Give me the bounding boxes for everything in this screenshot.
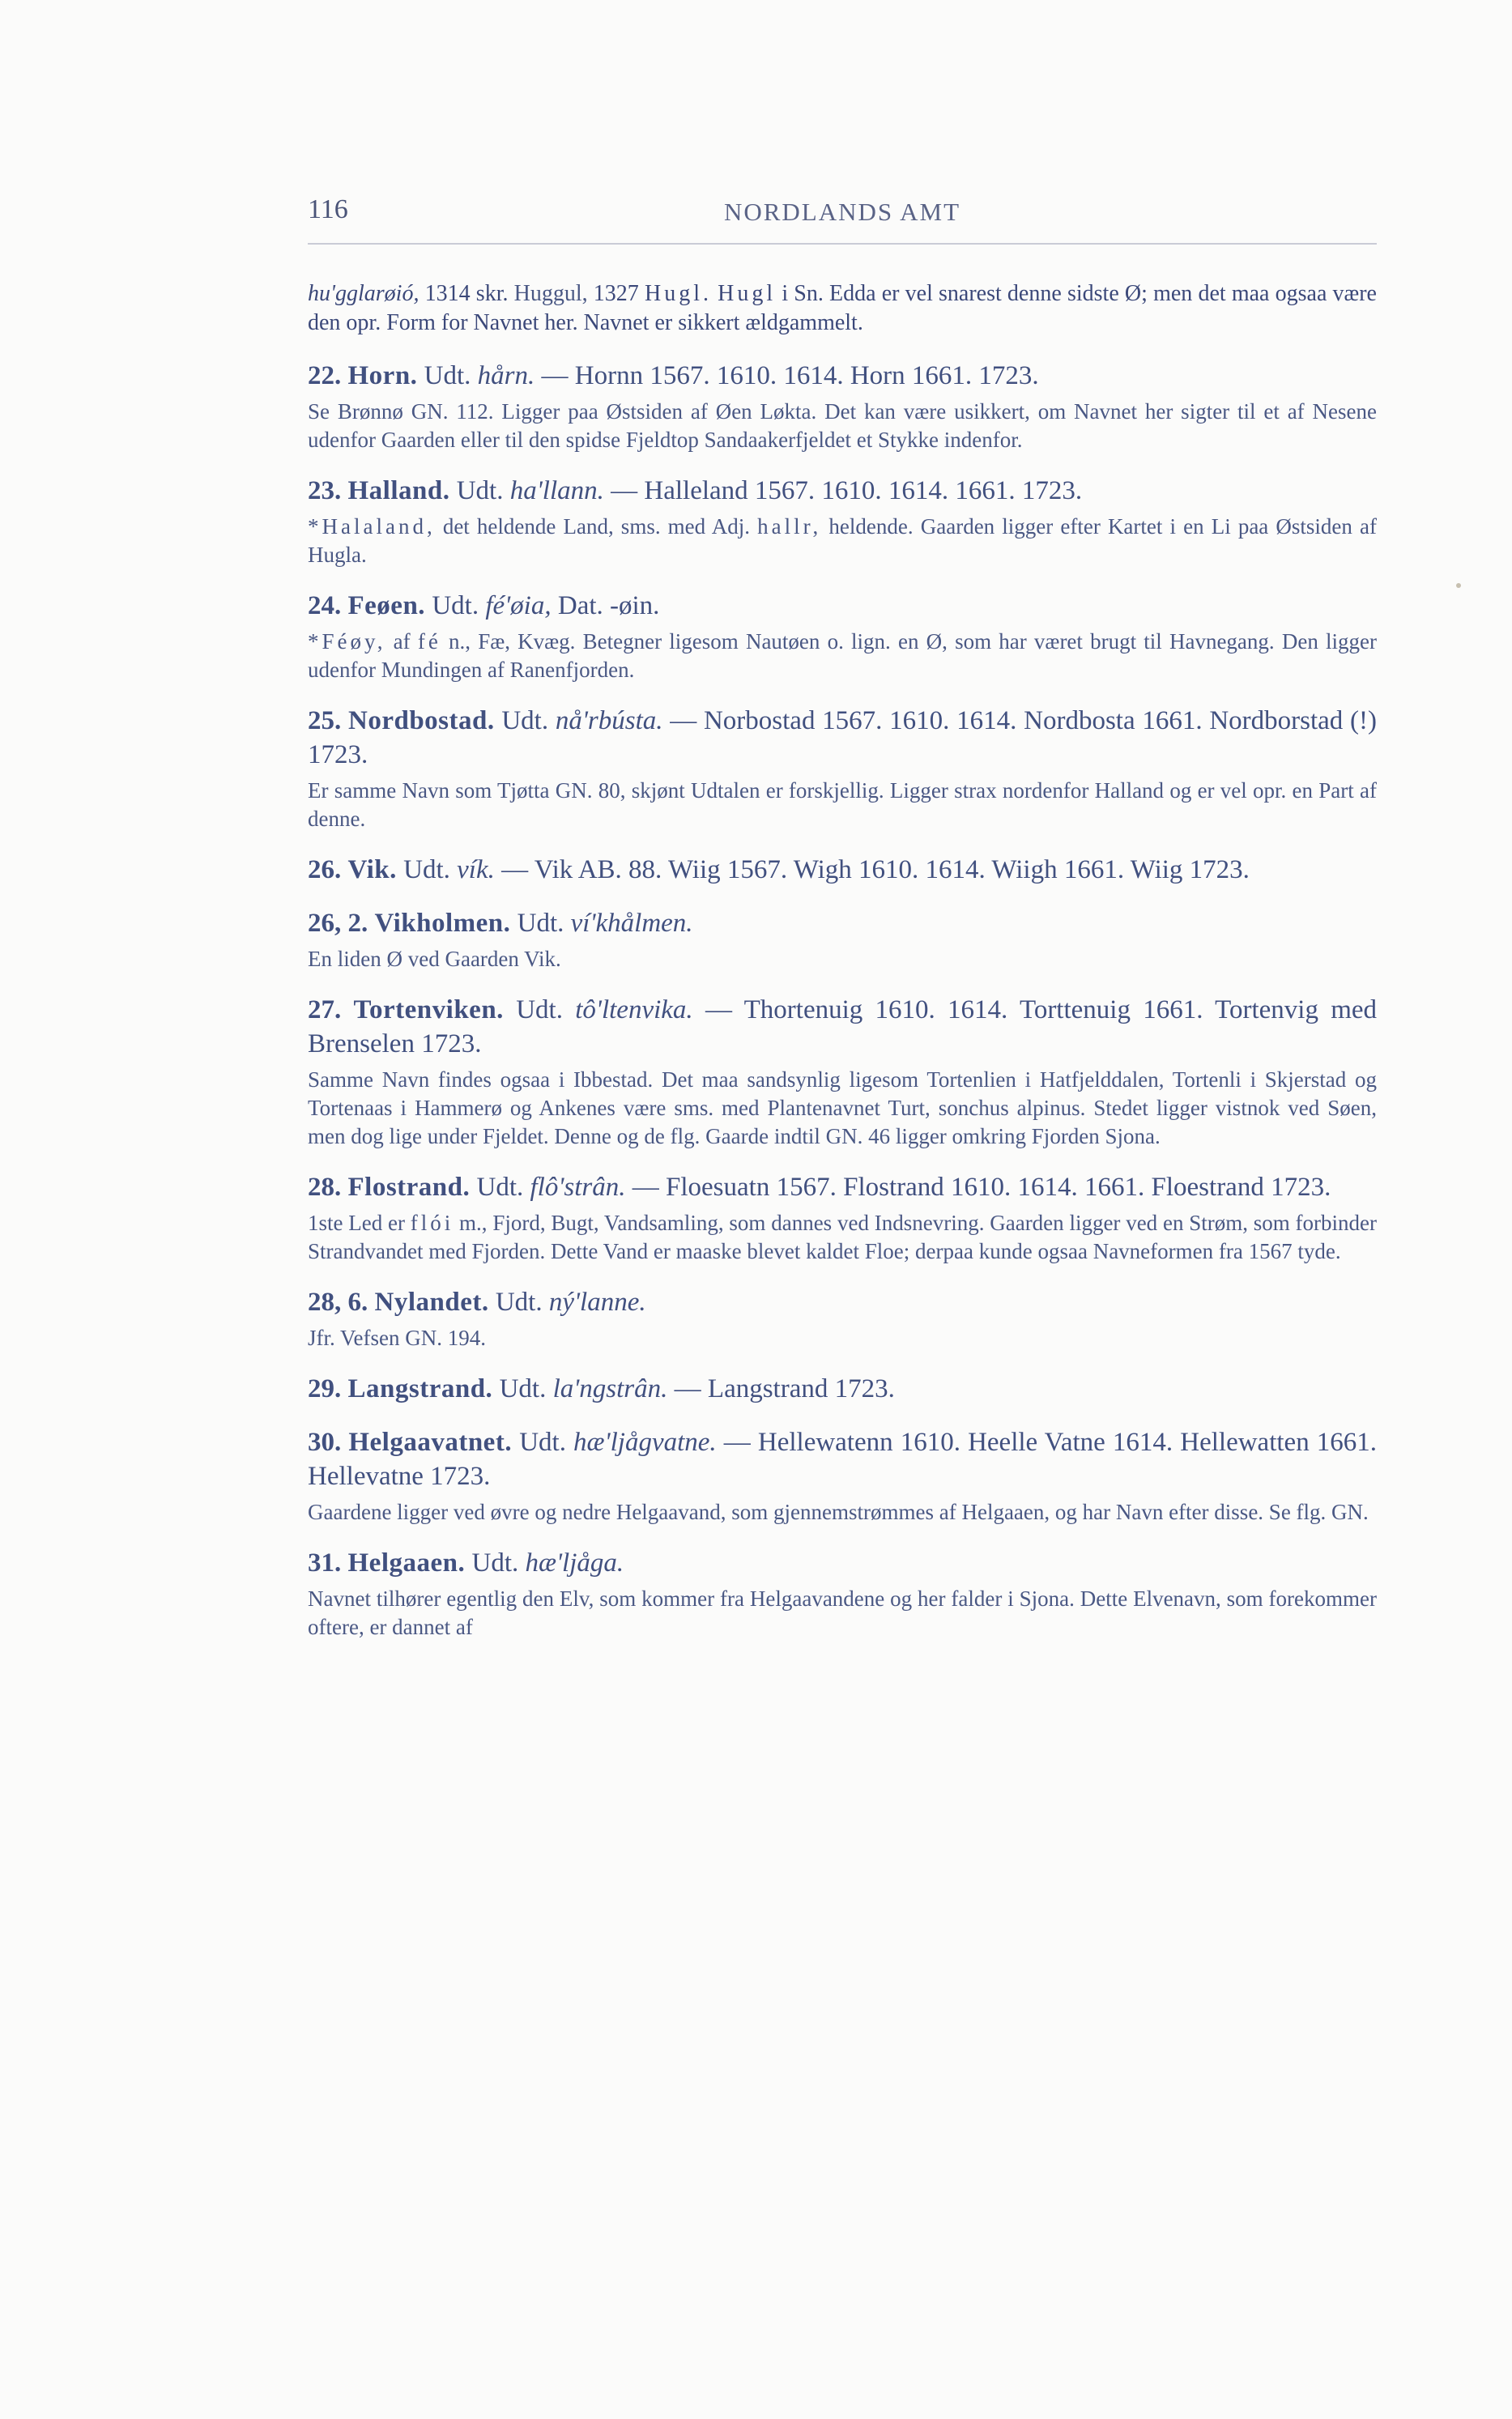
entry-pronunciation: tô'ltenvika. [575, 995, 693, 1024]
entry-heading [308, 589, 1377, 623]
entry-pronunciation: hæ'ljågvatne. [573, 1428, 717, 1457]
etymon: *Féøy, [308, 629, 386, 654]
entry-name: Helgaavatnet. [348, 1428, 513, 1457]
page-header [308, 194, 1377, 243]
entry-langstrand [308, 1372, 1377, 1406]
entry-name: Langstrand. [347, 1374, 493, 1403]
entry-heading [308, 1425, 1377, 1493]
entry-name: Tortenviken. [353, 995, 504, 1024]
entry-udt: Udt. [519, 1428, 566, 1457]
entry-text: 1ste Led er [308, 1211, 411, 1235]
entry-name: Halland. [347, 476, 450, 505]
entry-udt: Udt. [432, 591, 479, 620]
entry-forms: — Floesuatn 1567. Flostrand 1610. 1614. 1661. Floestrand 1723. [632, 1173, 1331, 1202]
entry-heading [308, 474, 1377, 508]
entry-pronunciation: ný'lanne. [548, 1288, 646, 1317]
entry-udt: Udt. [471, 1548, 519, 1578]
entry-description [308, 513, 1377, 569]
entry-heading [308, 1372, 1377, 1406]
entry-number: 30. [308, 1428, 342, 1457]
entry-feoen [308, 589, 1377, 684]
entry-udt: Udt. [495, 1288, 543, 1317]
entry-udt: Udt. [501, 706, 549, 735]
running-title: NORDLANDS AMT [723, 198, 961, 226]
entry-description: Gaardene ligger ved øvre og nedre Helgaavand, som gjennemstrømmes af Helgaaen, og har Navn efter disse. Se flg. GN. [308, 1500, 1369, 1524]
entry-udt: Udt. [517, 909, 564, 938]
entry-pronunciation: flô'strân. [530, 1173, 626, 1202]
entry-horn [308, 359, 1377, 454]
entry-description: Se Brønnø GN. 112. Ligger paa Østsiden af Øen Løkta. Det kan være usikkert, om Navnet her sigter til et af Nesene udenfor Gaarden eller til den spidse Fjeldtop Sandaakerfjeldet et Stykke indenfor. [308, 399, 1377, 452]
etymon: fé [417, 629, 441, 654]
entry-udt: Udt. [499, 1374, 547, 1403]
entry-flostrand [308, 1170, 1377, 1266]
entry-heading [308, 1285, 1377, 1319]
entry-text: af [385, 629, 418, 654]
entry-forms: — Norbostad 1567. 1610. 1614. Nordbosta 1661. Nordborstad (!) 1723. [308, 706, 1377, 769]
entry-pronunciation: hårn. [477, 361, 535, 390]
entry-tortenviken [308, 993, 1377, 1151]
entry-text: m., Fjord, Bugt, Vandsamling, som dannes ved Indsnevring. Gaarden ligger ved en Strøm, som forbinder Strandvandet med Fjorden. Dette Vand er maaske blevet kaldet Floe; derpaa kunde ogsaa Navneformen fra 1567 tyde. [308, 1211, 1377, 1263]
etymon: *Halaland, [308, 514, 436, 539]
entry-forms: — Thortenuig 1610. 1614. Torttenuig 1661. Tortenvig med Brenselen 1723. [308, 995, 1378, 1058]
entry-pronunciation: la'ngstrân. [552, 1374, 668, 1403]
entry-name: Vik. [347, 855, 397, 884]
intro-text: i Sn. Edda er vel snarest denne sidste Ø; men det maa ogsaa være den opr. Form for Navnet her. Navnet er sikkert ældgammelt. [308, 281, 1377, 335]
entry-forms: — Hornn 1567. 1610. 1614. Horn 1661. 1723. [541, 361, 1039, 390]
entry-pronunciation: vík. [457, 855, 495, 884]
entry-forms: — Vik AB. 88. Wiig 1567. Wigh 1610. 1614. Wiigh 1661. Wiig 1723. [501, 855, 1250, 884]
entry-helgaavatnet [308, 1425, 1377, 1527]
entry-number: 28. [308, 1173, 342, 1202]
entry-forms: — Langstrand 1723. [674, 1374, 895, 1403]
entry-heading [308, 1170, 1377, 1204]
entry-name: Nordbostad. [347, 706, 495, 735]
entry-text: n., Fæ, Kvæg. Betegner ligesom Nautøen o. lign. en Ø, som har været brugt til Havnegang. Den ligger udenfor Mundingen af Ranenfjorden. [308, 629, 1378, 682]
entry-number: 29. [308, 1374, 342, 1403]
entry-heading [308, 704, 1377, 772]
entry-udt: Udt. [403, 855, 450, 884]
entry-name: Feøen. [347, 591, 426, 620]
entry-heading [308, 993, 1377, 1061]
intro-text: 1327 [587, 281, 645, 306]
entry-number: 28, 6. [308, 1288, 368, 1317]
entry-pronunciation: nå'rbústa. [555, 706, 663, 735]
entry-forms: — Hellewatenn 1610. Heelle Vatne 1614. Hellewatten 1661. Hellevatne 1723. [308, 1428, 1378, 1491]
entry-udt: Udt. [456, 476, 504, 505]
entry-description: Er samme Navn som Tjøtta GN. 80, skjønt Udtalen er forskjellig. Ligger strax nordenfor Halland og er vel opr. en Part af denne. [308, 778, 1377, 831]
entry-number: 23. [308, 476, 342, 505]
entry-description [308, 628, 1377, 684]
entry-nylandet [308, 1285, 1377, 1352]
entry-nordbostad [308, 704, 1377, 833]
intro-spaced-form: Hugl. [644, 281, 712, 306]
entry-description [308, 1209, 1377, 1266]
entry-udt: Udt. [516, 995, 563, 1024]
entry-number: 22. [308, 361, 342, 390]
entry-forms: Dat. -øin. [557, 591, 660, 620]
entry-number: 25. [308, 706, 342, 735]
entry-number: 24. [308, 591, 342, 620]
page-number: 116 [308, 194, 348, 224]
entry-number: 31. [308, 1548, 342, 1578]
margin-speck [1456, 583, 1461, 588]
page-body [308, 279, 1377, 1661]
entry-halland [308, 474, 1377, 569]
entry-forms: — Halleland 1567. 1610. 1614. 1661. 1723. [611, 476, 1083, 505]
entry-helgaaen [308, 1546, 1377, 1642]
entry-number: 26, 2. [308, 909, 368, 938]
etymon: flói [410, 1211, 454, 1235]
entry-pronunciation: hæ'ljåga. [525, 1548, 624, 1578]
entry-udt: Udt. [476, 1173, 524, 1202]
entry-heading [308, 1546, 1377, 1580]
entry-heading [308, 853, 1377, 887]
entry-vikholmen [308, 906, 1377, 973]
entry-number: 27. [308, 995, 342, 1024]
entry-text: heldende. Gaarden ligger efter Kartet i en Li paa Østsiden af Hugla. [308, 514, 1377, 567]
entry-description: Navnet tilhører egentlig den Elv, som kommer fra Helgaavandene og her falder i Sjona. Dette Elvenavn, som forekommer oftere, er dannet af [308, 1586, 1377, 1639]
entry-name: Nylandet. [374, 1288, 489, 1317]
intro-spaced-form: Huggul, [513, 281, 588, 306]
etymon: hallr, [757, 514, 822, 539]
entry-description: Jfr. Vefsen GN. 194. [308, 1326, 486, 1350]
entry-description: En liden Ø ved Gaarden Vik. [308, 947, 561, 971]
entry-number: 26. [308, 855, 342, 884]
entry-name: Horn. [347, 361, 418, 390]
intro-pronunciation: hu'gglarøió, [308, 281, 420, 306]
entry-name: Vikholmen. [374, 909, 511, 938]
entry-heading [308, 359, 1377, 393]
entry-vik [308, 853, 1377, 887]
entry-text: det heldende Land, sms. med Adj. [435, 514, 758, 539]
entry-pronunciation: fé'øia, [485, 591, 552, 620]
entry-name: Flostrand. [347, 1173, 471, 1202]
intro-spaced-form: Hugl [718, 281, 777, 306]
entry-heading [308, 906, 1377, 940]
header-rule [308, 243, 1377, 245]
entry-pronunciation: ví'khålmen. [570, 909, 693, 938]
entry-pronunciation: ha'llann. [509, 476, 604, 505]
intro-paragraph [308, 279, 1377, 338]
entry-udt: Udt. [424, 361, 471, 390]
entry-name: Helgaaen. [347, 1548, 466, 1578]
entry-description: Samme Navn findes ogsaa i Ibbestad. Det maa sandsynlig ligesom Tortenlien i Hatfjelddalen, Tortenli i Skjerstad og Tortenaas i Hammerø og Ankenes være sms. med Plantenavnet Turt, sonchus alpinus. Stedet ligger vistnok ved Søen, men dog lige under Fjeldet. Denne og de flg. Gaarde indtil GN. 46 ligger omkring Fjorden Sjona. [308, 1067, 1377, 1148]
intro-text: 1314 skr. [419, 281, 514, 306]
